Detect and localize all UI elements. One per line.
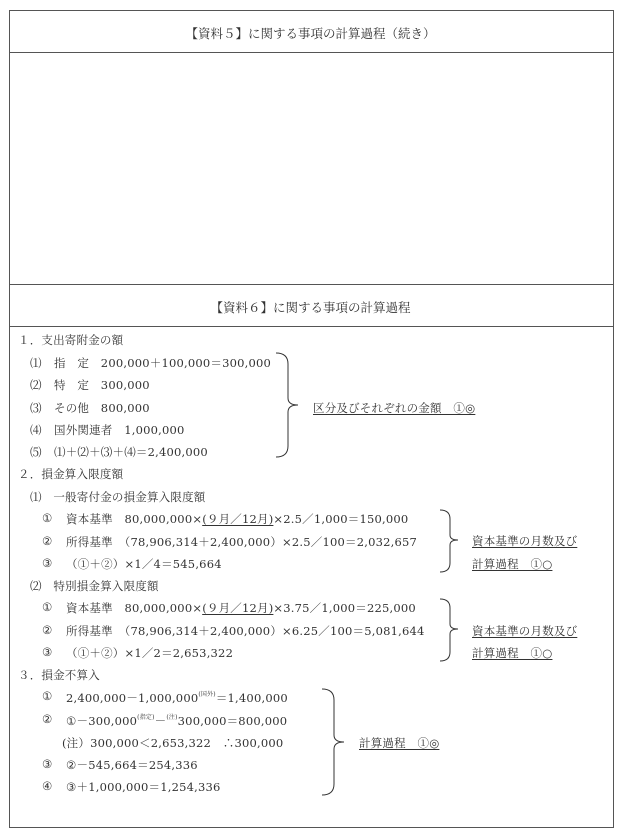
part3-brace bbox=[322, 688, 362, 796]
section-5-body-box bbox=[9, 52, 614, 285]
part3-line1 bbox=[66, 689, 288, 706]
section-5-title: 【資料５】に関する事項の計算過程（続き） bbox=[185, 26, 436, 41]
part3-line2-mid: － bbox=[154, 714, 167, 728]
section-6-title: 【資料６】に関する事項の計算過程 bbox=[210, 300, 411, 315]
part1-item-4-num: ⑷ bbox=[30, 423, 42, 437]
part2-sub1-line1-num: ① bbox=[42, 511, 53, 525]
part2-sub1-line2-num: ② bbox=[42, 534, 53, 548]
part2-sub2-line1-b: ×3.75／1,000＝225,000 bbox=[273, 601, 416, 615]
part3-line2-sup2: (注) bbox=[166, 714, 178, 721]
part2-sub1-label: ⑴ 一般寄付金の損金算入限度額 bbox=[30, 490, 206, 504]
part2-sub1-line1-b: ×2.5／1,000＝150,000 bbox=[273, 512, 409, 526]
part1-brace bbox=[276, 352, 316, 458]
part1-item-3-num: ⑶ bbox=[30, 401, 42, 415]
part2-sub1-brace bbox=[440, 509, 470, 573]
part2-sub2-line1-num: ① bbox=[42, 600, 53, 614]
part3-line2-a: ①－300,000 bbox=[66, 714, 138, 728]
part2-sub1-note1: 資本基準の月数及び bbox=[472, 534, 578, 548]
part3-line4: ③＋1,000,000＝1,254,336 bbox=[66, 780, 221, 794]
part2-sub1-line3: （①＋②）×1／4＝545,664 bbox=[66, 557, 222, 571]
part3-line2-b: 300,000＝800,000 bbox=[177, 714, 288, 728]
part3-line1-b: ＝1,400,000 bbox=[215, 691, 288, 705]
part3-line2-sup1: (指定) bbox=[137, 714, 155, 721]
part2-sub2-note1: 資本基準の月数及び bbox=[472, 624, 578, 638]
part2-sub1-line3-num: ③ bbox=[42, 556, 53, 570]
part3-line2-note: (注）300,000＜2,653,322 ∴300,000 bbox=[62, 736, 284, 750]
part3-line4-num: ④ bbox=[42, 779, 53, 793]
part3-line3: ②－545,664＝254,336 bbox=[66, 758, 198, 772]
part3-line1-num: ① bbox=[42, 689, 53, 703]
part1-heading: １．支出寄附金の額 bbox=[18, 333, 124, 347]
part1-item-2-num: ⑵ bbox=[30, 378, 42, 392]
part2-sub1-months: (９月／12月) bbox=[202, 512, 274, 526]
part3-line2 bbox=[66, 712, 287, 729]
part2-sub1-note2: 計算過程 ①○ bbox=[472, 557, 553, 571]
part1-item-3: その他 800,000 bbox=[54, 401, 150, 415]
part2-sub2-line2: 所得基準 （78,906,314＋2,400,000）×6.25／100＝5,081,644 bbox=[66, 624, 425, 638]
part2-sub1-line1 bbox=[66, 511, 408, 527]
part2-sub2-label: ⑵ 特別損金算入限度額 bbox=[30, 579, 159, 593]
part2-sub2-months: (９月／12月) bbox=[202, 601, 274, 615]
part2-sub1-line1-a: 資本基準 80,000,000× bbox=[66, 512, 203, 526]
part1-item-5: ⑴＋⑵＋⑶＋⑷＝2,400,000 bbox=[54, 445, 208, 459]
part3-line2-num: ② bbox=[42, 712, 53, 726]
part2-sub2-line3: （①＋②）×1／2＝2,653,322 bbox=[66, 646, 234, 660]
part2-sub2-note2: 計算過程 ①○ bbox=[472, 646, 553, 660]
part2-sub2-line1-a: 資本基準 80,000,000× bbox=[66, 601, 203, 615]
part2-sub1-line2: 所得基準 （78,906,314＋2,400,000）×2.5／100＝2,032,657 bbox=[66, 535, 418, 549]
part1-item-5-num: ⑸ bbox=[30, 445, 42, 459]
part1-item-1: 指 定 200,000＋100,000＝300,000 bbox=[54, 356, 272, 370]
part1-item-4: 国外関連者 1,000,000 bbox=[54, 423, 185, 437]
part1-note: 区分及びそれぞれの金額 ①◎ bbox=[313, 401, 476, 415]
part3-line1-a: 2,400,000－1,000,000 bbox=[66, 691, 199, 705]
part3-line3-num: ③ bbox=[42, 757, 53, 771]
part2-heading: ２．損金算入限度額 bbox=[18, 467, 124, 481]
part1-item-2: 特 定 300,000 bbox=[54, 378, 150, 392]
part3-heading: ３．損金不算入 bbox=[18, 668, 100, 682]
part2-sub2-line3-num: ③ bbox=[42, 645, 53, 659]
part2-sub2-line1 bbox=[66, 600, 416, 616]
part3-line1-sup: (国外) bbox=[198, 691, 216, 698]
part2-sub2-brace bbox=[440, 598, 470, 662]
part1-item-1-num: ⑴ bbox=[30, 356, 42, 370]
part3-note: 計算過程 ①◎ bbox=[359, 736, 440, 750]
part2-sub2-line2-num: ② bbox=[42, 623, 53, 637]
